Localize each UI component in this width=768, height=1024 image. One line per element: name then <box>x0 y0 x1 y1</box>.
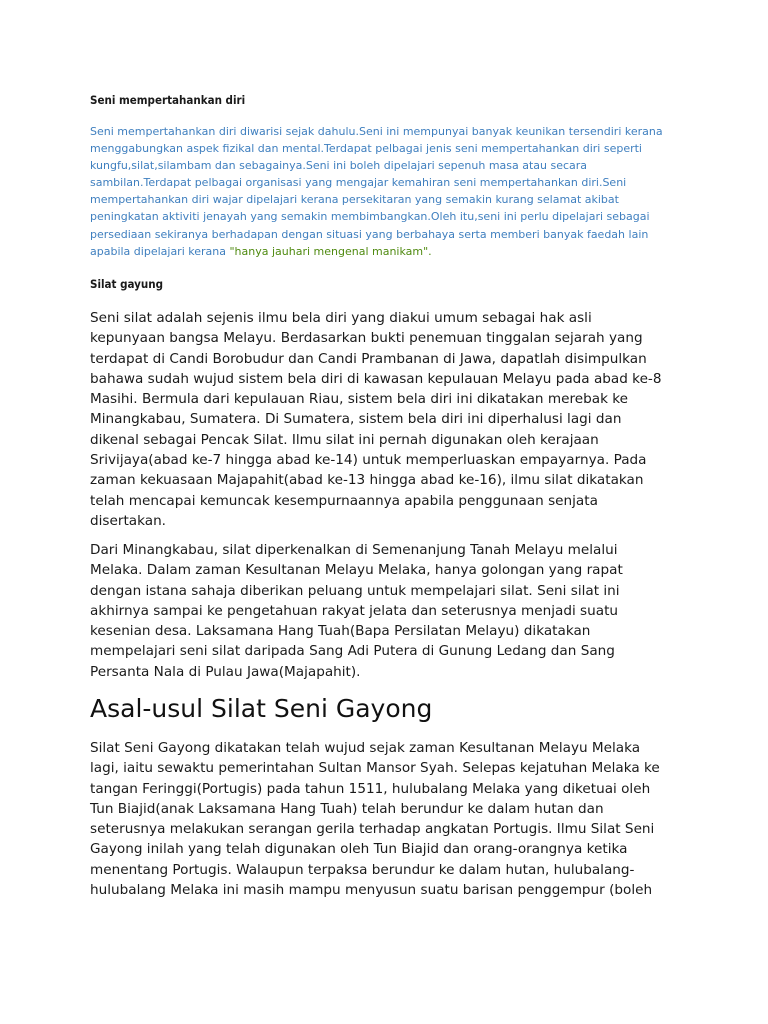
text-line: disertakan. <box>90 512 167 529</box>
text-line: tangan Feringgi(Portugis) pada tahun 1511, hulubalang Melaka yang diketuai oleh <box>90 780 651 797</box>
text-line: kungfu,silat,silambam dan sebagainya.Seni ini boleh dipelajari sepenuh masa atau secara <box>90 159 588 173</box>
text-line: kepunyaan bangsa Melayu. Berdasarkan bukti penemuan tinggalan sejarah yang <box>90 330 643 347</box>
text-line: Dari Minangkabau, silat diperkenalkan di Semenanjung Tanah Melayu melalui <box>90 542 618 558</box>
text-line: seterusnya melakukan serangan gerila terhadap angkatan Portugis. Ilmu Silat Seni <box>90 821 655 838</box>
text-line: Seni mempertahankan diri diwarisi sejak dahulu.Seni ini mempunyai banyak keunikan tersendiri kerana <box>90 125 663 138</box>
text-line: Minangkabau, Sumatera. Di Sumatera, sistem bela diri ini diperhalusi lagi dan <box>90 411 622 428</box>
paragraph-silat-1 <box>90 308 690 531</box>
text-line: dengan istana sahaja diberikan peluang untuk mempelajari silat. Seni silat ini <box>90 582 620 599</box>
text-line: peningkatan aktiviti jenayah yang semakin membimbangkan.Oleh itu,seni ini perlu dipelajari sebagai <box>90 210 650 224</box>
text-line: Tun Biajid(anak Laksamana Hang Tuah) telah berundur ke dalam hutan dan <box>90 800 604 817</box>
text-line: mempertahankan diri wajar dipelajari kerana persekitaran yang semakin kurang selamat akibat <box>90 193 619 207</box>
section-heading-silat-gayung: Silat gayung <box>90 277 163 291</box>
text-line: bahawa sudah wujud sistem bela diri di kawasan kepulauan Melayu pada abad ke-8 <box>90 370 662 387</box>
text-line: kesenian desa. Laksamana Hang Tuah(Bapa Persilatan Melayu) dikatakan <box>90 623 591 640</box>
text-line: Silat Seni Gayong dikatakan telah wujud sejak zaman Kesultanan Melayu Melaka <box>90 740 641 756</box>
paragraph-asal-usul <box>90 738 690 900</box>
text-line: telah mencapai kemuncak kesempurnaannya apabila penggunaan senjata <box>90 492 598 509</box>
text-line: Masihi. Bermula dari kepulauan Riau, sistem bela diri ini dikatakan merebak ke <box>90 391 629 408</box>
paragraph-seni <box>90 123 690 260</box>
text-line: Persanta Nala di Pulau Jawa(Majapahit). <box>90 663 361 680</box>
text-line: Srivijaya(abad ke-7 hingga abad ke-14) untuk memperluaskan empayarnya. Pada <box>90 452 647 469</box>
text-line: sambilan.Terdapat pelbagai organisasi yang mengajar kemahiran seni mempertahankan diri.Seni <box>90 176 627 190</box>
quote-text: "hanya jauhari mengenal manikam". <box>229 244 432 258</box>
text-line: dikenal sebagai Pencak Silat. Ilmu silat ini pernah digunakan oleh kerajaan <box>90 431 599 448</box>
text-line: hulubalang Melaka ini masih mampu menyusun suatu barisan penggempur (boleh <box>90 882 653 899</box>
section-heading-seni: Seni mempertahankan diri <box>90 93 246 107</box>
section-heading-asal-usul: Asal-usul Silat Seni Gayong <box>90 694 433 723</box>
text-line: terdapat di Candi Borobudur dan Candi Prambanan di Jawa, dapatlah disimpulkan <box>90 350 647 367</box>
text-line: Seni silat adalah sejenis ilmu bela diri yang diakui umum sebagai hak asli <box>90 310 592 326</box>
text-line: mempelajari seni silat daripada Sang Adi Putera di Gunung Ledang dan Sang <box>90 643 615 660</box>
text-line: zaman kekuasaan Majapahit(abad ke-13 hingga abad ke-16), ilmu silat dikatakan <box>90 472 644 489</box>
text-line: Gayong inilah yang telah digunakan oleh Tun Biajid dan orang-orangnya ketika <box>90 841 628 858</box>
text-line-last <box>90 243 690 260</box>
text-line: Melaka. Dalam zaman Kesultanan Melayu Melaka, hanya golongan yang rapat <box>90 562 623 579</box>
paragraph-silat-2 <box>90 540 690 682</box>
text-line: persediaan sekiranya berhadapan dengan situasi yang berbahaya serta memberi banyak faedah lain <box>90 227 649 241</box>
text-line: lagi, iaitu sewaktu pemerintahan Sultan Mansor Syah. Selepas kejatuhan Melaka ke <box>90 760 660 777</box>
text-line-prefix: apabila dipelajari kerana <box>90 244 230 258</box>
text-line: akhirnya sampai ke pengetahuan rakyat jelata dan seterusnya menjadi suatu <box>90 602 619 619</box>
text-line: menentang Portugis. Walaupun terpaksa berundur ke dalam hutan, hulubalang- <box>90 861 635 878</box>
text-line: menggabungkan aspek fizikal dan mental.Terdapat pelbagai jenis seni mempertahankan diri seperti <box>90 142 642 156</box>
